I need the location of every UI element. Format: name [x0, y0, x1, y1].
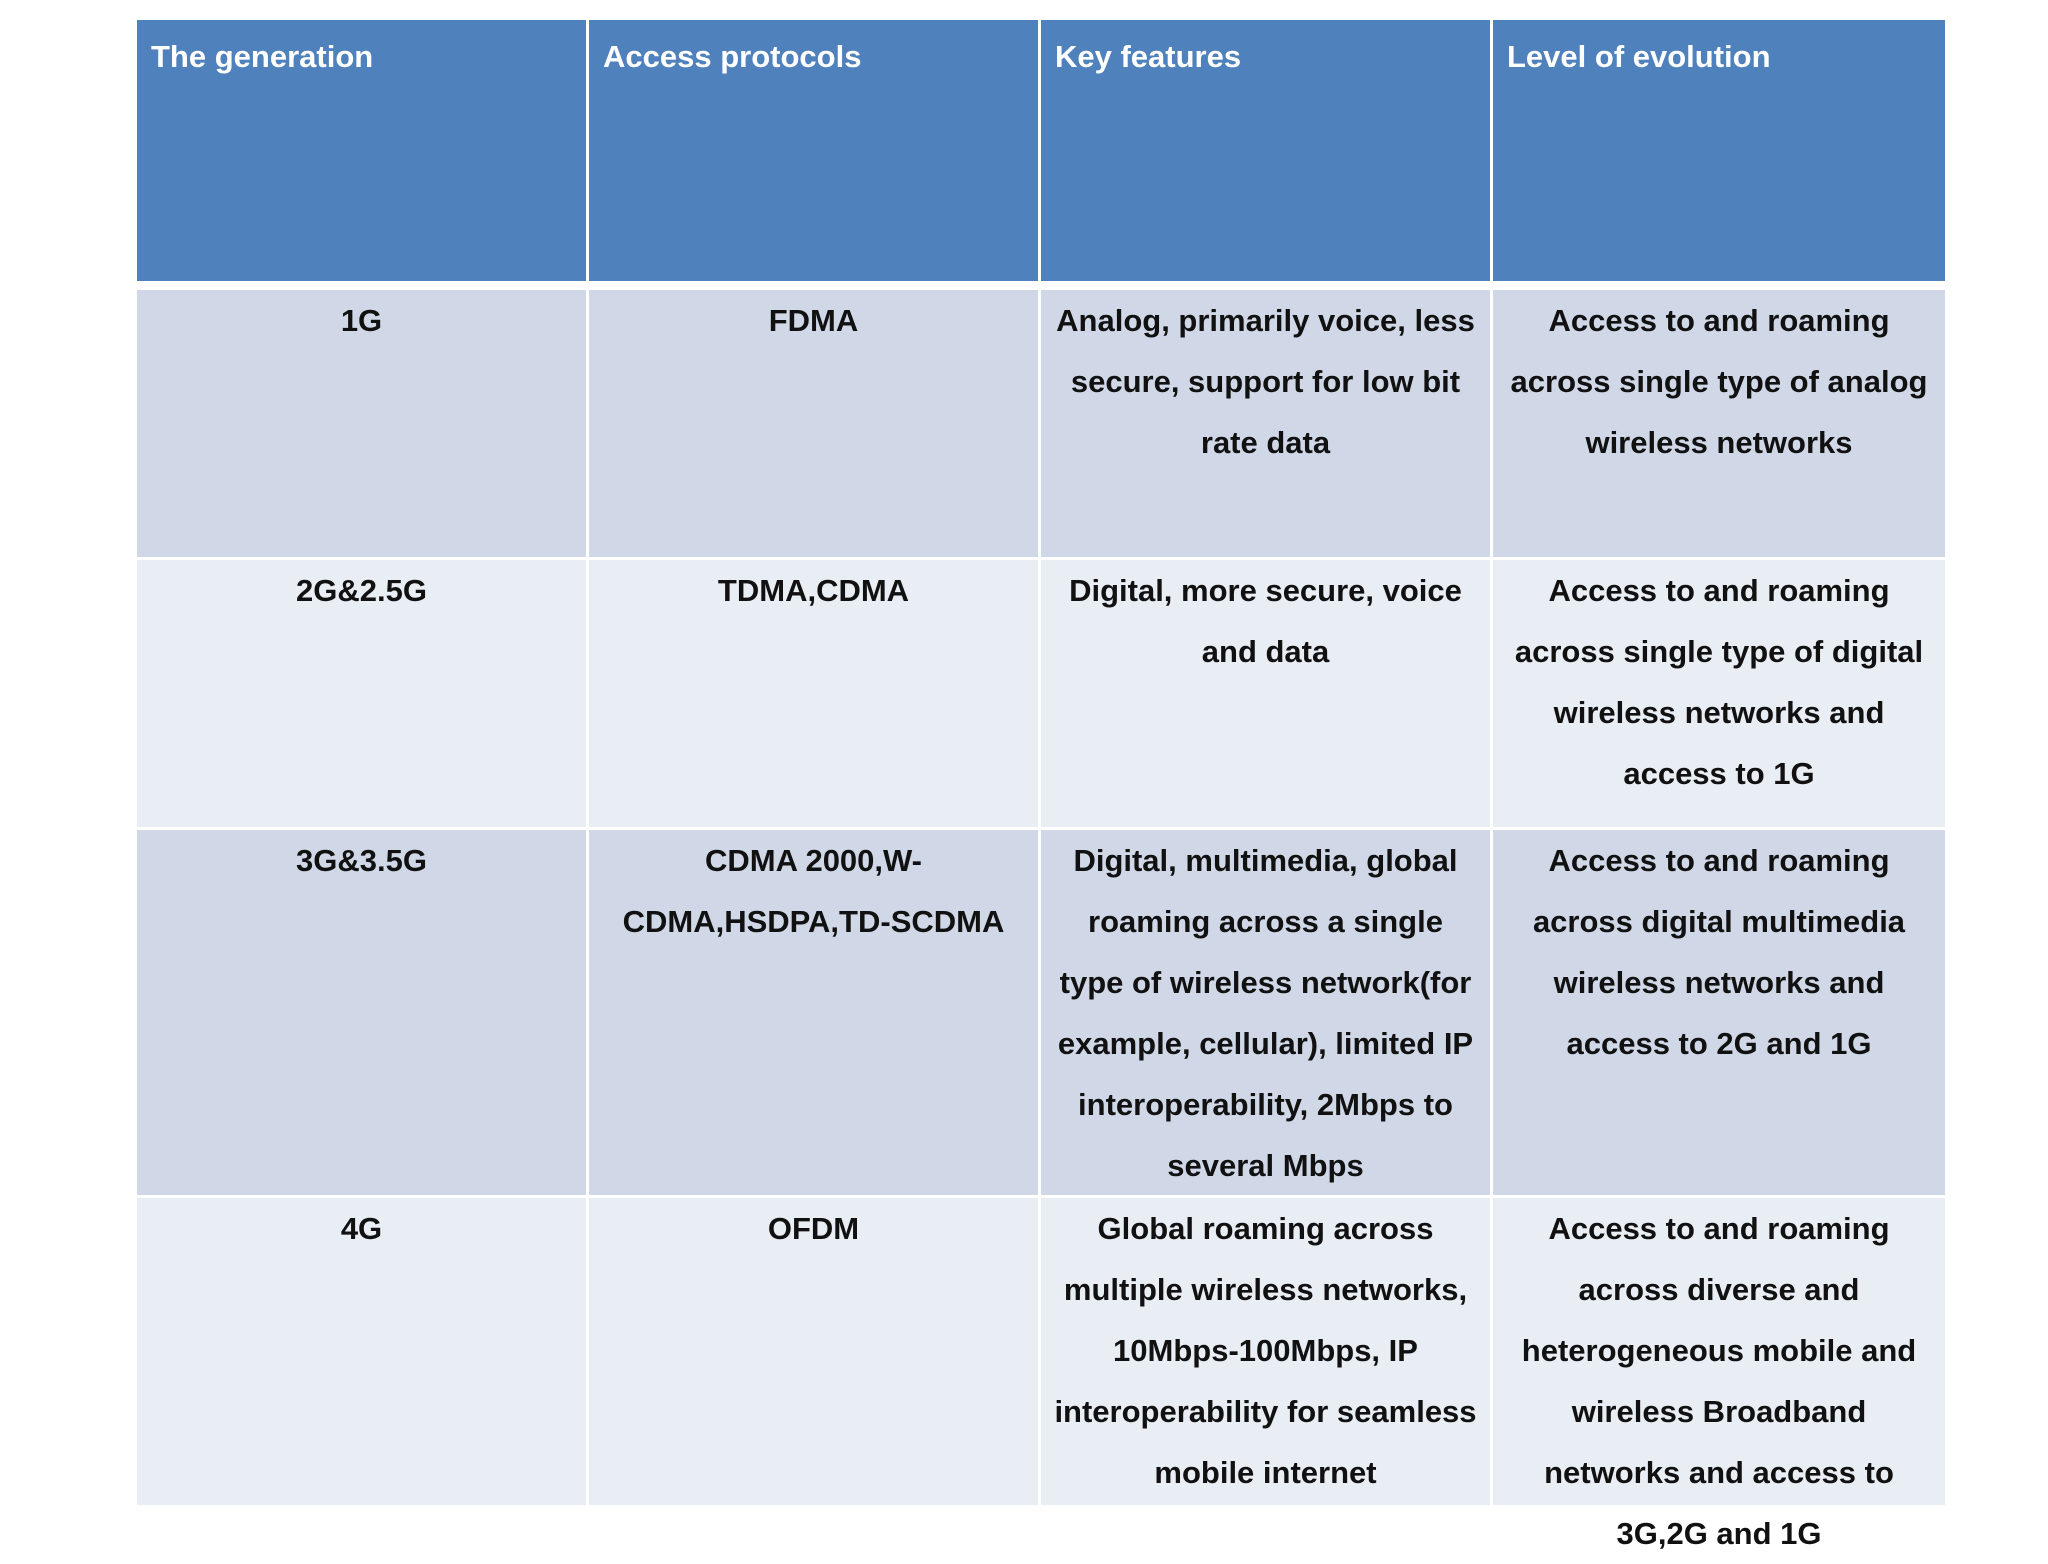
cell-generation: 3G&3.5G [137, 830, 589, 1198]
header-level-of-evolution: Level of evolution [1493, 20, 1945, 290]
table-header-row [137, 20, 1945, 290]
cell-evolution: Access to and roaming across single type of analog wireless networks [1493, 290, 1945, 560]
cell-evolution: Access to and roaming across single type of digital wireless networks and access to 1G [1493, 560, 1945, 830]
cell-protocols: OFDM [589, 1198, 1041, 1505]
cell-generation: 2G&2.5G [137, 560, 589, 830]
cell-generation: 1G [137, 290, 589, 560]
cell-evolution: Access to and roaming across digital multimedia wireless networks and access to 2G and 1G [1493, 830, 1945, 1198]
cell-protocols: CDMA 2000,W-CDMA,HSDPA,TD-SCDMA [589, 830, 1041, 1198]
table-row [137, 1198, 1945, 1551]
cell-features: Global roaming across multiple wireless networks, 10Mbps-100Mbps, IP interoperability for seamless mobile internet [1041, 1198, 1493, 1505]
table-row [137, 830, 1945, 1198]
table-row [137, 560, 1945, 830]
cell-protocols: FDMA [589, 290, 1041, 560]
table-row [137, 290, 1945, 560]
cell-generation: 4G [137, 1198, 589, 1505]
cell-evolution: Access to and roaming across diverse and heterogeneous mobile and wireless Broadband networks and access to 3G,2G and 1G [1493, 1198, 1945, 1505]
header-access-protocols: Access protocols [589, 20, 1041, 290]
cell-features: Digital, more secure, voice and data [1041, 560, 1493, 830]
cell-protocols: TDMA,CDMA [589, 560, 1041, 830]
cell-features: Digital, multimedia, global roaming across a single type of wireless network(for example, cellular), limited IP interoperability, 2Mbps to several Mbps [1041, 830, 1493, 1198]
cell-features: Analog, primarily voice, less secure, support for low bit rate data [1041, 290, 1493, 560]
generations-table [137, 20, 1945, 1551]
header-generation: The generation [137, 20, 589, 290]
header-key-features: Key features [1041, 20, 1493, 290]
